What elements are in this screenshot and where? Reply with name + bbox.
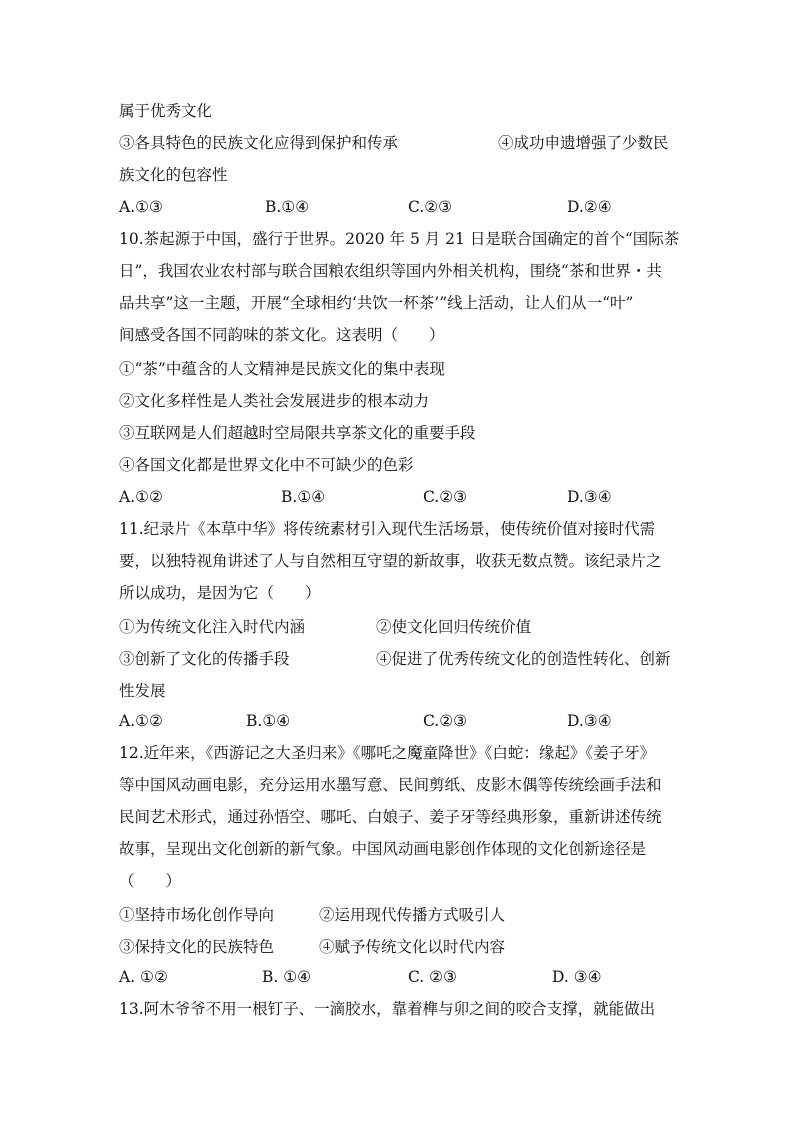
statement-3: ③各具特色的民族文化应得到保护和传承 — [119, 134, 399, 152]
choice-b: B.①④ — [246, 712, 291, 730]
option-row — [119, 132, 679, 154]
statement-3: ③互联网是人们超越时空局限共享茶文化的重要手段 — [119, 424, 476, 442]
statement-4: ④各国文化都是世界文化中不可缺少的色彩 — [119, 456, 414, 474]
choice-c: C.②③ — [408, 198, 453, 216]
option-row — [119, 904, 679, 926]
question-11-line: 所以成功，是因为它（ ） — [119, 584, 321, 602]
choice-a: A.①② — [119, 488, 163, 506]
question-12-line: 故事，呈现出文化创新的新气象。中国风动画电影创作体现的文化创新途径是 — [119, 840, 647, 858]
question-10-line: 10.茶起源于中国，盛行于世界。2020 年 5 月 21 日是联合国确定的首个“国际茶 — [119, 230, 680, 248]
question-10-line: 品共享”这一主题，开展“全球相约‘共饮一杯茶’”线上活动，让人们从一“叶” — [119, 294, 634, 312]
choice-d: D.③④ — [567, 712, 612, 730]
text-line: 性发展 — [119, 682, 166, 700]
statement-4: ④赋予传统文化以时代内容 — [319, 938, 506, 956]
statement-1: ①坚持市场化创作导向 — [119, 906, 275, 924]
choice-b: B. ①④ — [262, 968, 312, 986]
option-row — [119, 936, 679, 958]
question-10-line: 间感受各国不同韵味的茶文化。这表明（ ） — [119, 326, 445, 344]
statement-1: ①为传统文化注入时代内涵 — [119, 618, 306, 636]
choice-b: B.①④ — [265, 198, 310, 216]
question-12-line: 等中国风动画电影，充分运用水墨写意、民间剪纸、皮影木偶等传统绘画手法和 — [119, 776, 662, 794]
question-11-line: 要，以独特视角讲述了人与自然相互守望的新故事，收获无数点赞。该纪录片之 — [119, 552, 662, 570]
choice-a: A. ①② — [119, 968, 168, 986]
question-11-line: 11.纪录片《本草中华》将传统素材引入现代生活场景，使传统价值对接时代需 — [119, 520, 656, 538]
choice-d: D.②④ — [567, 198, 612, 216]
choice-d: D. ③④ — [552, 968, 602, 986]
statement-3: ③创新了文化的传播手段 — [119, 650, 290, 668]
option-row — [119, 648, 679, 670]
choice-b: B.①④ — [281, 488, 326, 506]
choice-c: C.②③ — [423, 488, 468, 506]
statement-3: ③保持文化的民族特色 — [119, 938, 275, 956]
text-line: 属于优秀文化 — [119, 102, 213, 120]
question-12-line: 民间艺术形式，通过孙悟空、哪吒、白娘子、姜子牙等经典形象，重新讲述传统 — [119, 808, 662, 826]
statement-4: ④促进了优秀传统文化的创造性转化、创新 — [376, 650, 671, 668]
statement-1: ①“茶”中蕴含的人文精神是民族文化的集中表现 — [119, 360, 445, 378]
statement-4: ④成功申遗增强了少数民 — [498, 134, 669, 152]
choice-c: C. ②③ — [408, 968, 457, 986]
statement-2: ②运用现代传播方式吸引人 — [319, 906, 506, 924]
text-line: 族文化的包容性 — [119, 166, 228, 184]
question-12-line: （ ） — [119, 872, 182, 890]
choice-a: A.①② — [119, 712, 163, 730]
choice-c: C.②③ — [423, 712, 468, 730]
choice-a: A.①③ — [119, 198, 163, 216]
question-12-line: 12.近年来，《西游记之大圣归来》《哪吒之魔童降世》《白蛇：缘起》《姜子牙》 — [119, 744, 656, 762]
question-10-line: 日”，我国农业农村部与联合国粮农组织等国内外相关机构，围绕“茶和世界・共 — [119, 262, 662, 280]
option-row — [119, 616, 679, 638]
choice-d: D.③④ — [567, 488, 612, 506]
question-13-line: 13.阿木爷爷不用一根钉子、一滴胶水，靠着榫与卯之间的咬合支撑，就能做出 — [119, 1000, 656, 1018]
statement-2: ②文化多样性是人类社会发展进步的根本动力 — [119, 392, 430, 410]
statement-2: ②使文化回归传统价值 — [376, 618, 532, 636]
